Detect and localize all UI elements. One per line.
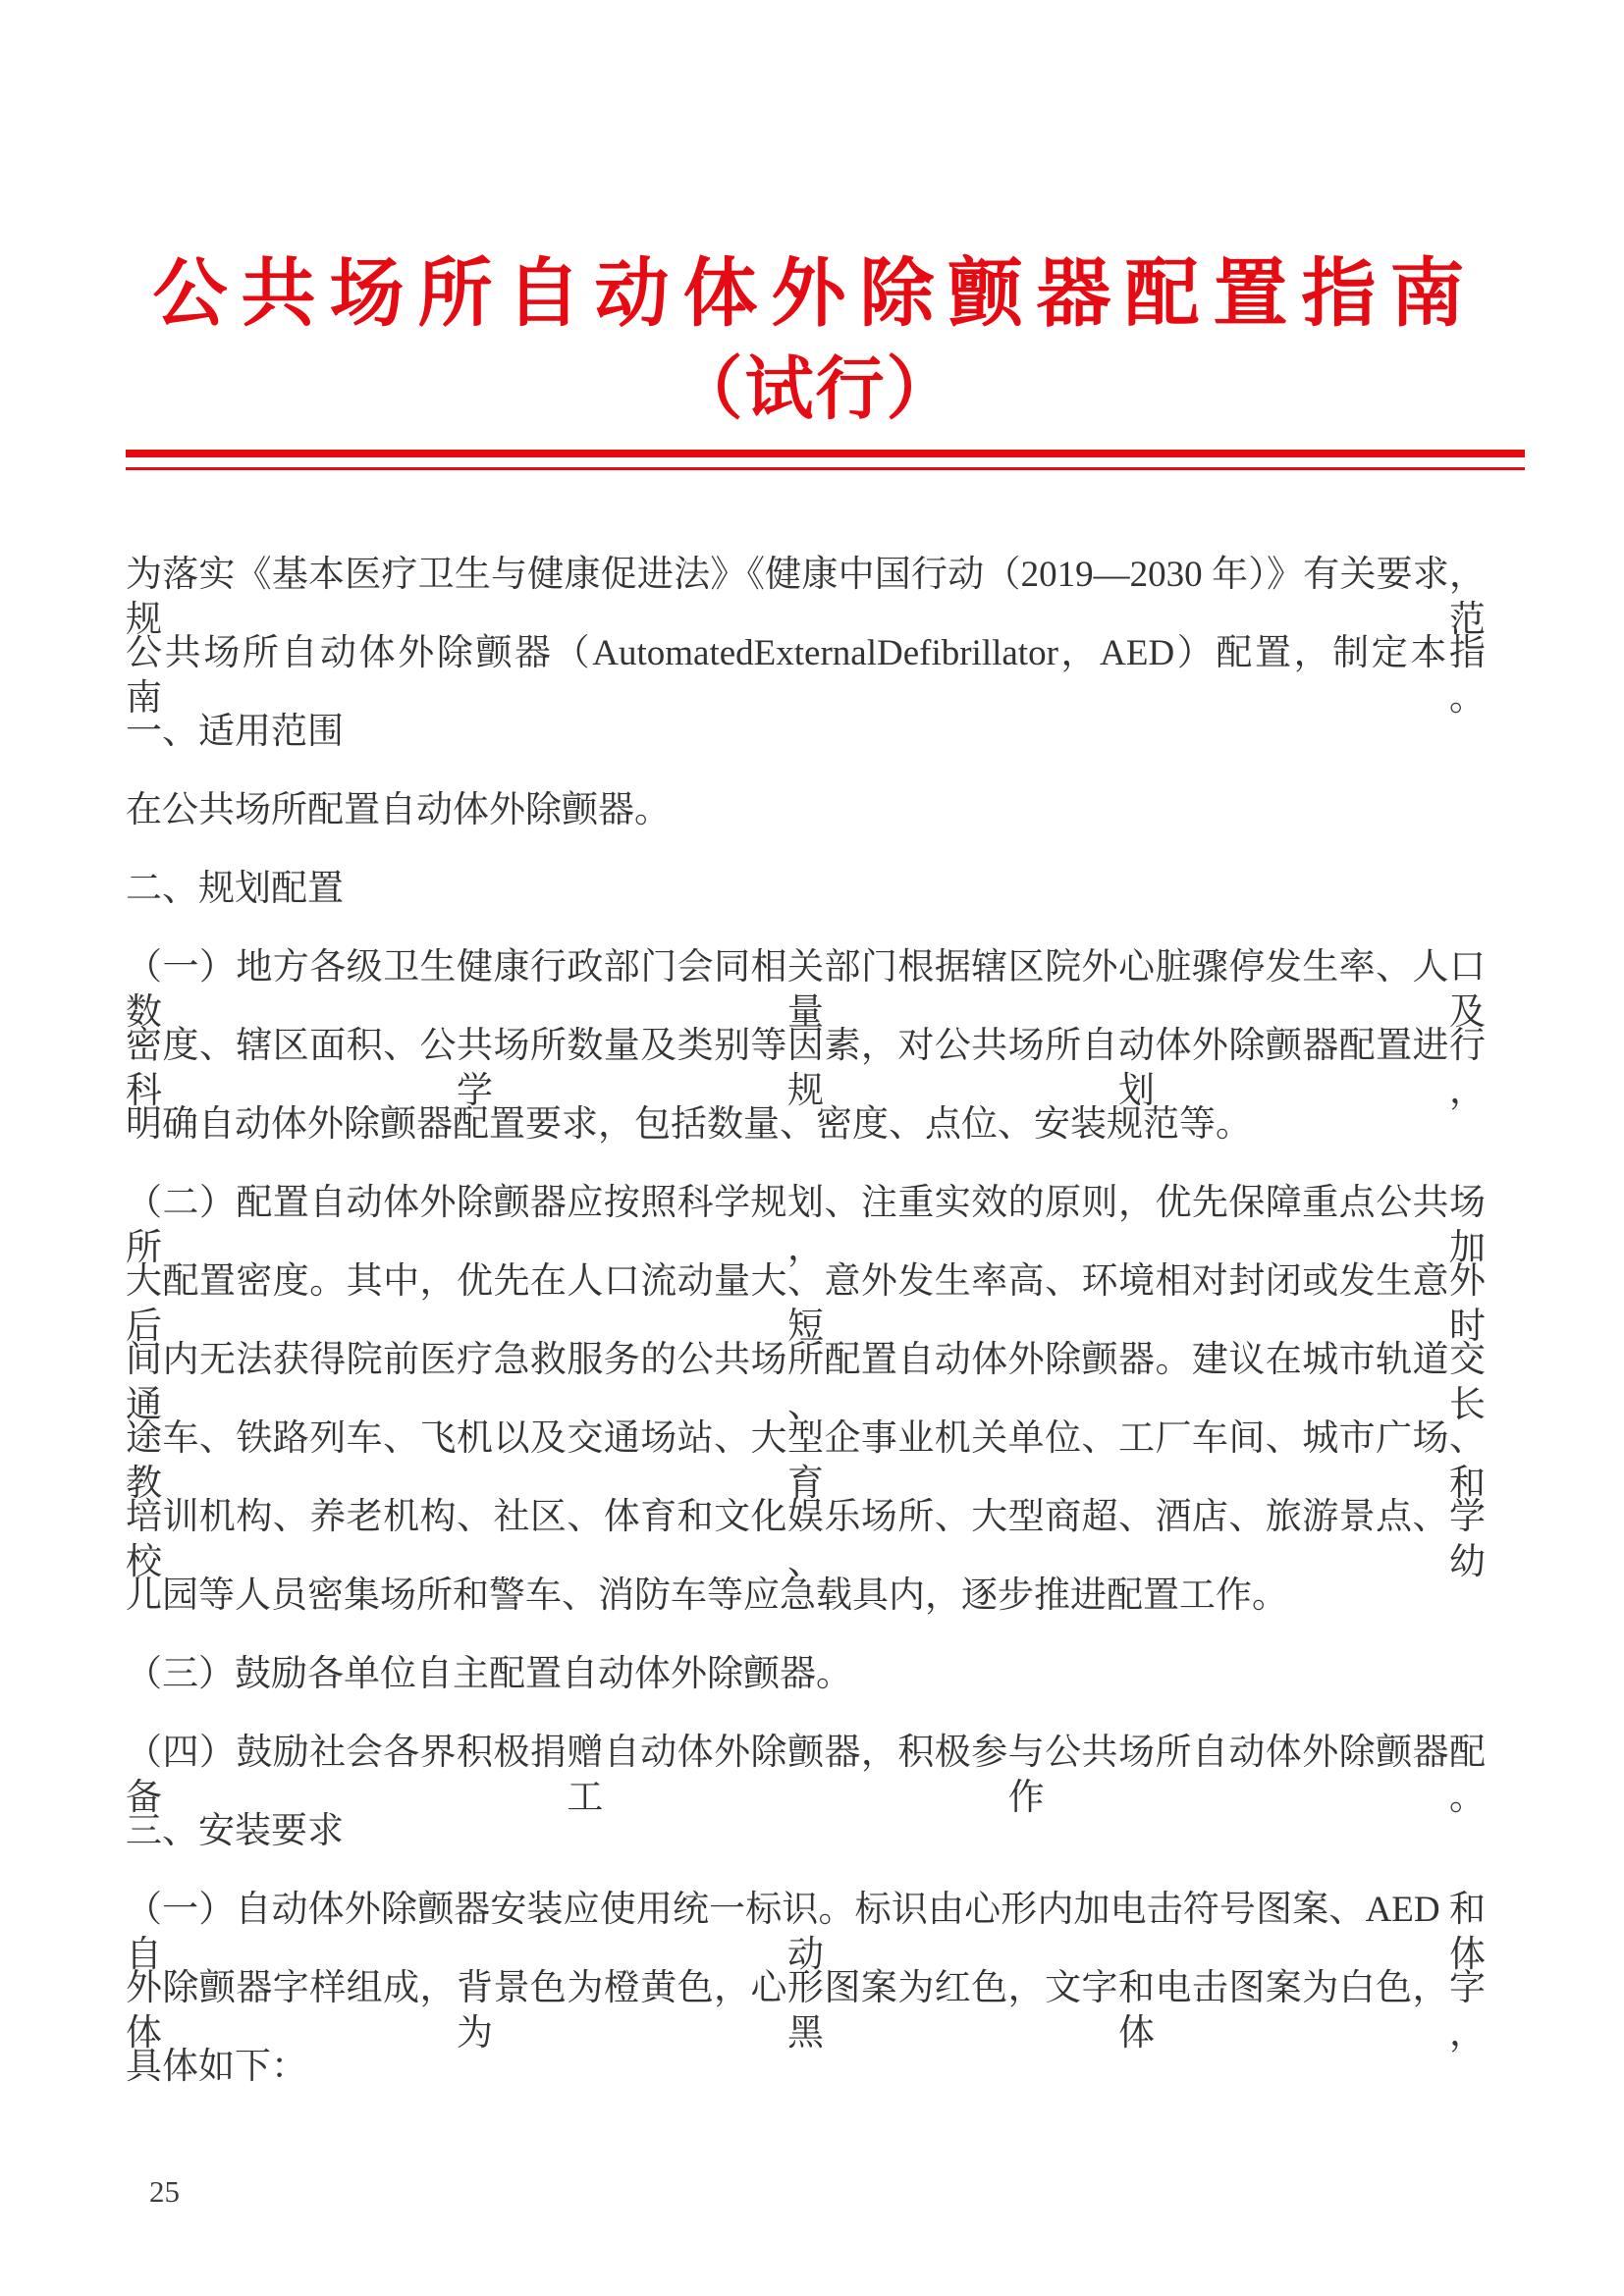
body-line: （一）自动体外除颤器安装应使用统一标识。标识由心形内加电击符号图案、AED 和自动体 <box>126 1890 1486 1975</box>
body-line: 大配置密度。其中，优先在人口流动量大、意外发生率高、环境相对封闭或发生意外后短时 <box>126 1261 1486 1347</box>
body-line: （二）配置自动体外除颤器应按照科学规划、注重实效的原则，优先保障重点公共场所，加 <box>126 1183 1486 1268</box>
body-line: 三、安装要求 <box>126 1811 344 1851</box>
body-line: 具体如下： <box>126 2047 307 2087</box>
body-line: 儿园等人员密集场所和警车、消防车等应急载具内，逐步推进配置工作。 <box>126 1575 1288 1616</box>
body-line: 明确自动体外除颤器配置要求，包括数量、密度、点位、安装规范等。 <box>126 1104 1252 1145</box>
body-line: 密度、辖区面积、公共场所数量及类别等因素，对公共场所自动体外除颤器配置进行科学规划， <box>126 1026 1486 1111</box>
body-line: 二、规划配置 <box>126 869 344 909</box>
body-line: 在公共场所配置自动体外除颤器。 <box>126 790 671 830</box>
body-line: 培训机构、养老机构、社区、体育和文化娱乐场所、大型商超、酒店、旅游景点、学校、幼 <box>126 1497 1486 1582</box>
page-number: 25 <box>149 2174 180 2209</box>
body-line: 为落实《基本医疗卫生与健康促进法》《健康中国行动（2019—2030 年）》有关要求，规范 <box>126 555 1486 640</box>
document-subtitle: （试行） <box>674 352 957 428</box>
body-line: 间内无法获得院前医疗急救服务的公共场所配置自动体外除颤器。建议在城市轨道交通、长 <box>126 1340 1486 1425</box>
title-underline-thick <box>126 450 1525 457</box>
body-line: 途车、铁路列车、飞机以及交通场站、大型企事业机关单位、工厂车间、城市广场、教育和 <box>126 1418 1486 1504</box>
document-title: 公共场所自动体外除颤器配置指南 <box>152 253 1479 336</box>
body-line: （三）鼓励各单位自主配置自动体外除颤器。 <box>126 1654 852 1694</box>
title-underline-thin <box>126 467 1525 470</box>
body-line: 一、适用范围 <box>126 712 344 752</box>
body-line: 公共场所自动体外除颤器（AutomatedExternalDefibrillator，AED）配置，制定本指南。 <box>126 633 1486 719</box>
body-line: （四）鼓励社会各界积极捐赠自动体外除颤器，积极参与公共场所自动体外除颤器配备工作。 <box>126 1733 1486 1818</box>
body-line: （一）地方各级卫生健康行政部门会同相关部门根据辖区院外心脏骤停发生率、人口数量及 <box>126 947 1486 1033</box>
body-line: 外除颤器字样组成，背景色为橙黄色，心形图案为红色，文字和电击图案为白色，字体为黑体， <box>126 1968 1486 2054</box>
